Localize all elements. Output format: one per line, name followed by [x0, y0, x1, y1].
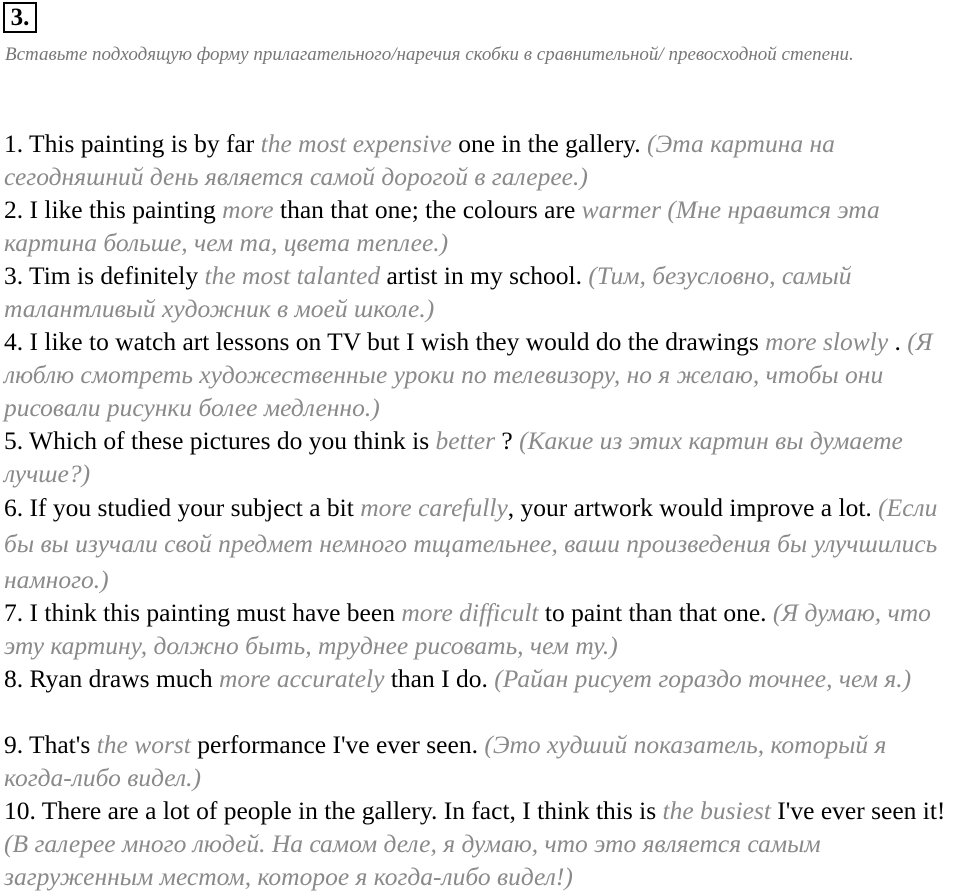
item-answer: more accurately — [218, 664, 385, 693]
item-text: 5. Which of these pictures do you think is — [4, 426, 436, 455]
exercise-number: 3. — [3, 2, 37, 33]
item-translation: (Тим, безусловно, самый талантливый художник в моей школе.) — [4, 261, 852, 323]
exercise-item-8 — [4, 662, 954, 695]
item-text: 8. Ryan draws much — [4, 664, 219, 693]
exercise-item-3 — [4, 259, 954, 325]
exercise-item-7 — [4, 596, 954, 662]
exercise-item-9 — [4, 728, 954, 794]
item-translation: (Если бы вы изучали свой предмет немного тщательнее, ваши произведения бы улучшились намного.) — [4, 493, 938, 594]
item-translation: (Я люблю смотреть художественные уроки по телевизору, но я желаю, чтобы они рисовали рисунки более медленно.) — [4, 327, 933, 422]
item-answer: better — [435, 426, 496, 455]
exercise-item-5 — [4, 424, 954, 490]
item-translation: (Эта картина на сегодняшний день является самой дорогой в галерее.) — [4, 129, 835, 191]
item-text: 1. This painting is by far — [4, 129, 261, 158]
exercise-item-2 — [4, 193, 954, 259]
item-answer: more carefully — [360, 493, 508, 522]
item-text: 7. I think this painting must have been — [4, 598, 402, 627]
item-text: . — [888, 327, 908, 356]
item-text: 2. I like this painting — [4, 195, 223, 224]
item-translation: (Райан рисует гораздо точнее, чем я.) — [494, 664, 912, 693]
item-translation: (В галерее много людей. На самом деле, я думаю, что это является самым загруженным местом, которое я когда-либо видел!) — [4, 829, 821, 891]
item-translation: (Это худший показатель, который я когда-либо видел.) — [4, 730, 887, 792]
item-text: 6. If you studied your subject a bit — [4, 493, 361, 522]
item-answer: the most expensive — [260, 129, 452, 158]
item-text: 4. I like to watch art lessons on TV but I wish they would do the drawings — [4, 327, 766, 356]
item-text: 9. That's — [4, 730, 97, 759]
exercise-item-10 — [4, 794, 954, 893]
item-text: one in the gallery. — [451, 129, 648, 158]
item-answer: more — [222, 195, 274, 224]
item-text: , your artwork would improve a lot. — [507, 493, 879, 522]
item-translation: (Мне нравится эта картина больше, чем та, цвета теплее.) — [4, 195, 880, 257]
item-text: performance I've ever seen. — [190, 730, 485, 759]
item-text: 10. There are a lot of people in the gallery. In fact, I think this is — [4, 796, 663, 825]
item-translation: (Я думаю, что эту картину, должно быть, труднее рисовать, чем ту.) — [4, 598, 931, 660]
item-answer: the most talanted — [204, 261, 381, 290]
item-answer: the worst — [96, 730, 191, 759]
exercise-item-4 — [4, 325, 954, 424]
item-translation: (Какие из этих картин вы думаете лучше?) — [4, 426, 903, 488]
item-text: 3. Tim is definitely — [4, 261, 205, 290]
exercise-item-1 — [4, 127, 954, 193]
item-text: artist in my school. — [380, 261, 589, 290]
item-text: than that one; the colours are — [273, 195, 582, 224]
item-text: I've ever seen it! — [770, 796, 946, 825]
item-answer: more difficult — [401, 598, 539, 627]
item-answer: the busiest — [662, 796, 771, 825]
exercise-item-6 — [4, 490, 954, 598]
item-answer: more slowly — [765, 327, 889, 356]
item-text: than I do. — [384, 664, 495, 693]
instruction-text: Вставьте подходящую форму прилагательного/наречия скобки в сравнительной/ превосходной степени. — [5, 44, 854, 65]
item-answer-2: warmer — [581, 195, 661, 224]
item-text: to paint than that one. — [538, 598, 773, 627]
item-text: ? — [495, 426, 520, 455]
